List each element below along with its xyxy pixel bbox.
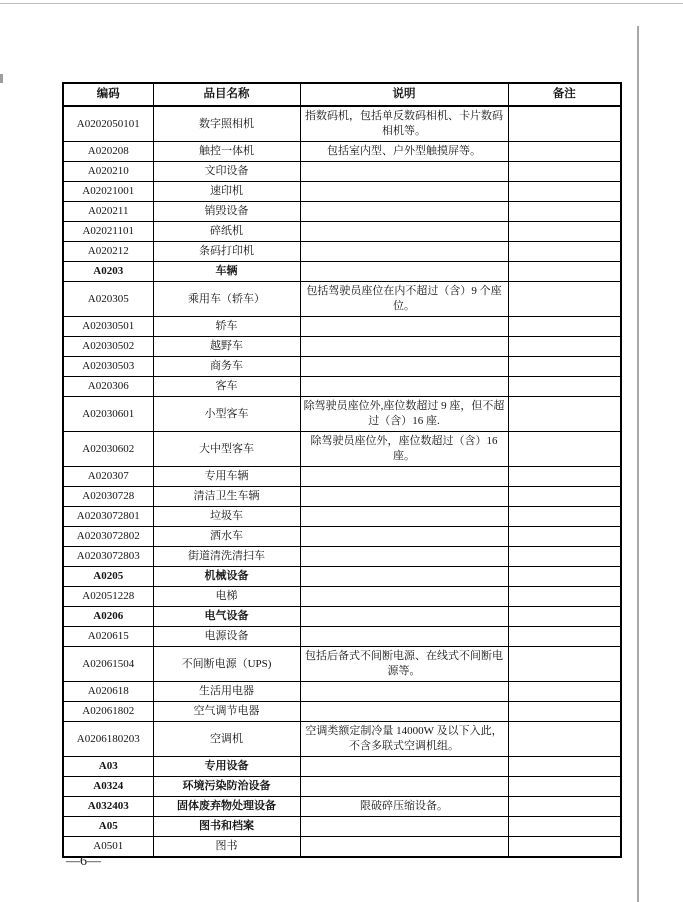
cell-name: 电源设备 — [153, 627, 300, 647]
header-remarks: 备注 — [508, 83, 621, 106]
cell-name: 机械设备 — [153, 567, 300, 587]
cell-name: 图书和档案 — [153, 817, 300, 837]
cell-code: A020618 — [63, 682, 153, 702]
cell-note — [508, 817, 621, 837]
cell-code: A0203 — [63, 262, 153, 282]
cell-note — [508, 607, 621, 627]
cell-code: A0324 — [63, 777, 153, 797]
cell-name: 轿车 — [153, 317, 300, 337]
table-row — [63, 777, 621, 797]
cell-name: 小型客车 — [153, 397, 300, 432]
cell-name: 清洁卫生车辆 — [153, 487, 300, 507]
cell-note — [508, 702, 621, 722]
table-row — [63, 432, 621, 467]
cell-note — [508, 797, 621, 817]
table-row — [63, 547, 621, 567]
table-row — [63, 567, 621, 587]
cell-note — [508, 722, 621, 757]
cell-desc: 限破碎压缩设备。 — [300, 797, 508, 817]
cell-name: 环境污染防治设备 — [153, 777, 300, 797]
cell-code: A032403 — [63, 797, 153, 817]
cell-desc — [300, 817, 508, 837]
cell-desc — [300, 262, 508, 282]
cell-note — [508, 357, 621, 377]
cell-name: 不间断电源（UPS) — [153, 647, 300, 682]
table-row — [63, 182, 621, 202]
cell-name: 条码打印机 — [153, 242, 300, 262]
cell-desc — [300, 317, 508, 337]
cell-desc — [300, 377, 508, 397]
cell-code: A02030503 — [63, 357, 153, 377]
table-row — [63, 242, 621, 262]
cell-desc — [300, 682, 508, 702]
cell-name: 专用设备 — [153, 757, 300, 777]
cell-note — [508, 106, 621, 142]
cell-name: 数字照相机 — [153, 106, 300, 142]
cell-name: 销毁设备 — [153, 202, 300, 222]
cell-name: 空调机 — [153, 722, 300, 757]
cell-note — [508, 162, 621, 182]
cell-name: 生活用电器 — [153, 682, 300, 702]
cell-note — [508, 222, 621, 242]
cell-note — [508, 837, 621, 858]
cell-desc — [300, 507, 508, 527]
cell-note — [508, 587, 621, 607]
cell-desc — [300, 182, 508, 202]
cell-code: A02051228 — [63, 587, 153, 607]
cell-code: A02030501 — [63, 317, 153, 337]
cell-desc — [300, 587, 508, 607]
cell-desc — [300, 467, 508, 487]
cell-desc — [300, 527, 508, 547]
header-item-name: 品目名称 — [153, 83, 300, 106]
cell-note — [508, 282, 621, 317]
cell-note — [508, 547, 621, 567]
table-row — [63, 837, 621, 858]
table-row — [63, 337, 621, 357]
cell-note — [508, 182, 621, 202]
cell-code: A0205 — [63, 567, 153, 587]
cell-name: 大中型客车 — [153, 432, 300, 467]
header-code: 编码 — [63, 83, 153, 106]
procurement-catalog-table — [62, 82, 622, 858]
cell-code: A0202050101 — [63, 106, 153, 142]
cell-desc: 除驾驶员座位外，座位数超过（含）16 座。 — [300, 432, 508, 467]
cell-name: 触控一体机 — [153, 142, 300, 162]
cell-note — [508, 397, 621, 432]
cell-desc — [300, 567, 508, 587]
cell-code: A02061504 — [63, 647, 153, 682]
cell-desc — [300, 357, 508, 377]
cell-code: A020306 — [63, 377, 153, 397]
cell-code: A0206180203 — [63, 722, 153, 757]
cell-note — [508, 337, 621, 357]
table-row — [63, 627, 621, 647]
cell-code: A0203072802 — [63, 527, 153, 547]
cell-note — [508, 777, 621, 797]
cell-note — [508, 682, 621, 702]
cell-desc — [300, 337, 508, 357]
cell-desc: 除驾驶员座位外,座位数超过 9 座，但不超过（含）16 座. — [300, 397, 508, 432]
table-row — [63, 357, 621, 377]
cell-desc — [300, 702, 508, 722]
cell-desc — [300, 547, 508, 567]
cell-name: 速印机 — [153, 182, 300, 202]
cell-code: A020615 — [63, 627, 153, 647]
cell-code: A0203072801 — [63, 507, 153, 527]
page-number: —6— — [66, 854, 101, 869]
table-row — [63, 282, 621, 317]
cell-name: 文印设备 — [153, 162, 300, 182]
cell-name: 专用车辆 — [153, 467, 300, 487]
cell-code: A02030502 — [63, 337, 153, 357]
table-row — [63, 527, 621, 547]
cell-desc — [300, 487, 508, 507]
cell-desc: 指数码机，包括单反数码相机、卡片数码相机等。 — [300, 106, 508, 142]
cell-code: A020307 — [63, 467, 153, 487]
cell-code: A0206 — [63, 607, 153, 627]
cell-code: A020210 — [63, 162, 153, 182]
table-row — [63, 607, 621, 627]
cell-code: A0203072803 — [63, 547, 153, 567]
cell-desc — [300, 242, 508, 262]
table-row — [63, 487, 621, 507]
cell-name: 乘用车（轿车） — [153, 282, 300, 317]
scan-edge-right — [637, 26, 639, 902]
cell-code: A020212 — [63, 242, 153, 262]
catalog-table-body — [63, 106, 621, 857]
cell-desc — [300, 837, 508, 858]
table-row — [63, 507, 621, 527]
cell-desc — [300, 202, 508, 222]
table-row — [63, 106, 621, 142]
cell-note — [508, 757, 621, 777]
cell-note — [508, 242, 621, 262]
cell-desc: 包括室内型、户外型触摸屏等。 — [300, 142, 508, 162]
header-description: 说明 — [300, 83, 508, 106]
cell-desc — [300, 757, 508, 777]
table-row — [63, 222, 621, 242]
cell-code: A02030728 — [63, 487, 153, 507]
table-row — [63, 142, 621, 162]
cell-desc — [300, 162, 508, 182]
cell-name: 客车 — [153, 377, 300, 397]
table-row — [63, 797, 621, 817]
table-row — [63, 682, 621, 702]
cell-code: A02030602 — [63, 432, 153, 467]
cell-code: A05 — [63, 817, 153, 837]
cell-desc — [300, 777, 508, 797]
table-header — [63, 83, 621, 106]
table-row — [63, 317, 621, 337]
cell-name: 街道清洗清扫车 — [153, 547, 300, 567]
table-row — [63, 397, 621, 432]
scan-edge-top — [0, 3, 683, 4]
table-row — [63, 722, 621, 757]
cell-note — [508, 527, 621, 547]
cell-name: 图书 — [153, 837, 300, 858]
cell-note — [508, 377, 621, 397]
cell-code: A03 — [63, 757, 153, 777]
cell-code: A02021001 — [63, 182, 153, 202]
table-row — [63, 467, 621, 487]
cell-note — [508, 262, 621, 282]
cell-note — [508, 432, 621, 467]
cell-desc: 包括驾驶员座位在内不超过（含）9 个座位。 — [300, 282, 508, 317]
cell-name: 车辆 — [153, 262, 300, 282]
cell-note — [508, 627, 621, 647]
cell-note — [508, 567, 621, 587]
cell-code: A02030601 — [63, 397, 153, 432]
cell-code: A020208 — [63, 142, 153, 162]
cell-note — [508, 142, 621, 162]
cell-name: 空气调节电器 — [153, 702, 300, 722]
cell-note — [508, 467, 621, 487]
table-row — [63, 587, 621, 607]
table-row — [63, 262, 621, 282]
cell-note — [508, 507, 621, 527]
scan-edge-left-tick — [0, 74, 3, 83]
cell-name: 垃圾车 — [153, 507, 300, 527]
cell-code: A02061802 — [63, 702, 153, 722]
table-row — [63, 702, 621, 722]
cell-code: A020305 — [63, 282, 153, 317]
cell-name: 碎纸机 — [153, 222, 300, 242]
cell-name: 电梯 — [153, 587, 300, 607]
table-row — [63, 757, 621, 777]
table-row — [63, 202, 621, 222]
cell-note — [508, 202, 621, 222]
table-row — [63, 817, 621, 837]
cell-name: 固体废弃物处理设备 — [153, 797, 300, 817]
cell-note — [508, 317, 621, 337]
cell-note — [508, 487, 621, 507]
cell-desc — [300, 627, 508, 647]
cell-desc: 空调类额定制冷量 14000W 及以下入此，不含多联式空调机组。 — [300, 722, 508, 757]
cell-code: A0501 — [63, 837, 153, 858]
cell-desc: 包括后备式不间断电源、在线式不间断电源等。 — [300, 647, 508, 682]
cell-note — [508, 647, 621, 682]
table-row — [63, 377, 621, 397]
cell-name: 电气设备 — [153, 607, 300, 627]
table-row — [63, 647, 621, 682]
cell-name: 商务车 — [153, 357, 300, 377]
cell-name: 洒水车 — [153, 527, 300, 547]
cell-desc — [300, 607, 508, 627]
cell-name: 越野车 — [153, 337, 300, 357]
cell-desc — [300, 222, 508, 242]
cell-code: A02021101 — [63, 222, 153, 242]
table-header-row — [63, 83, 621, 106]
cell-code: A020211 — [63, 202, 153, 222]
table-row — [63, 162, 621, 182]
